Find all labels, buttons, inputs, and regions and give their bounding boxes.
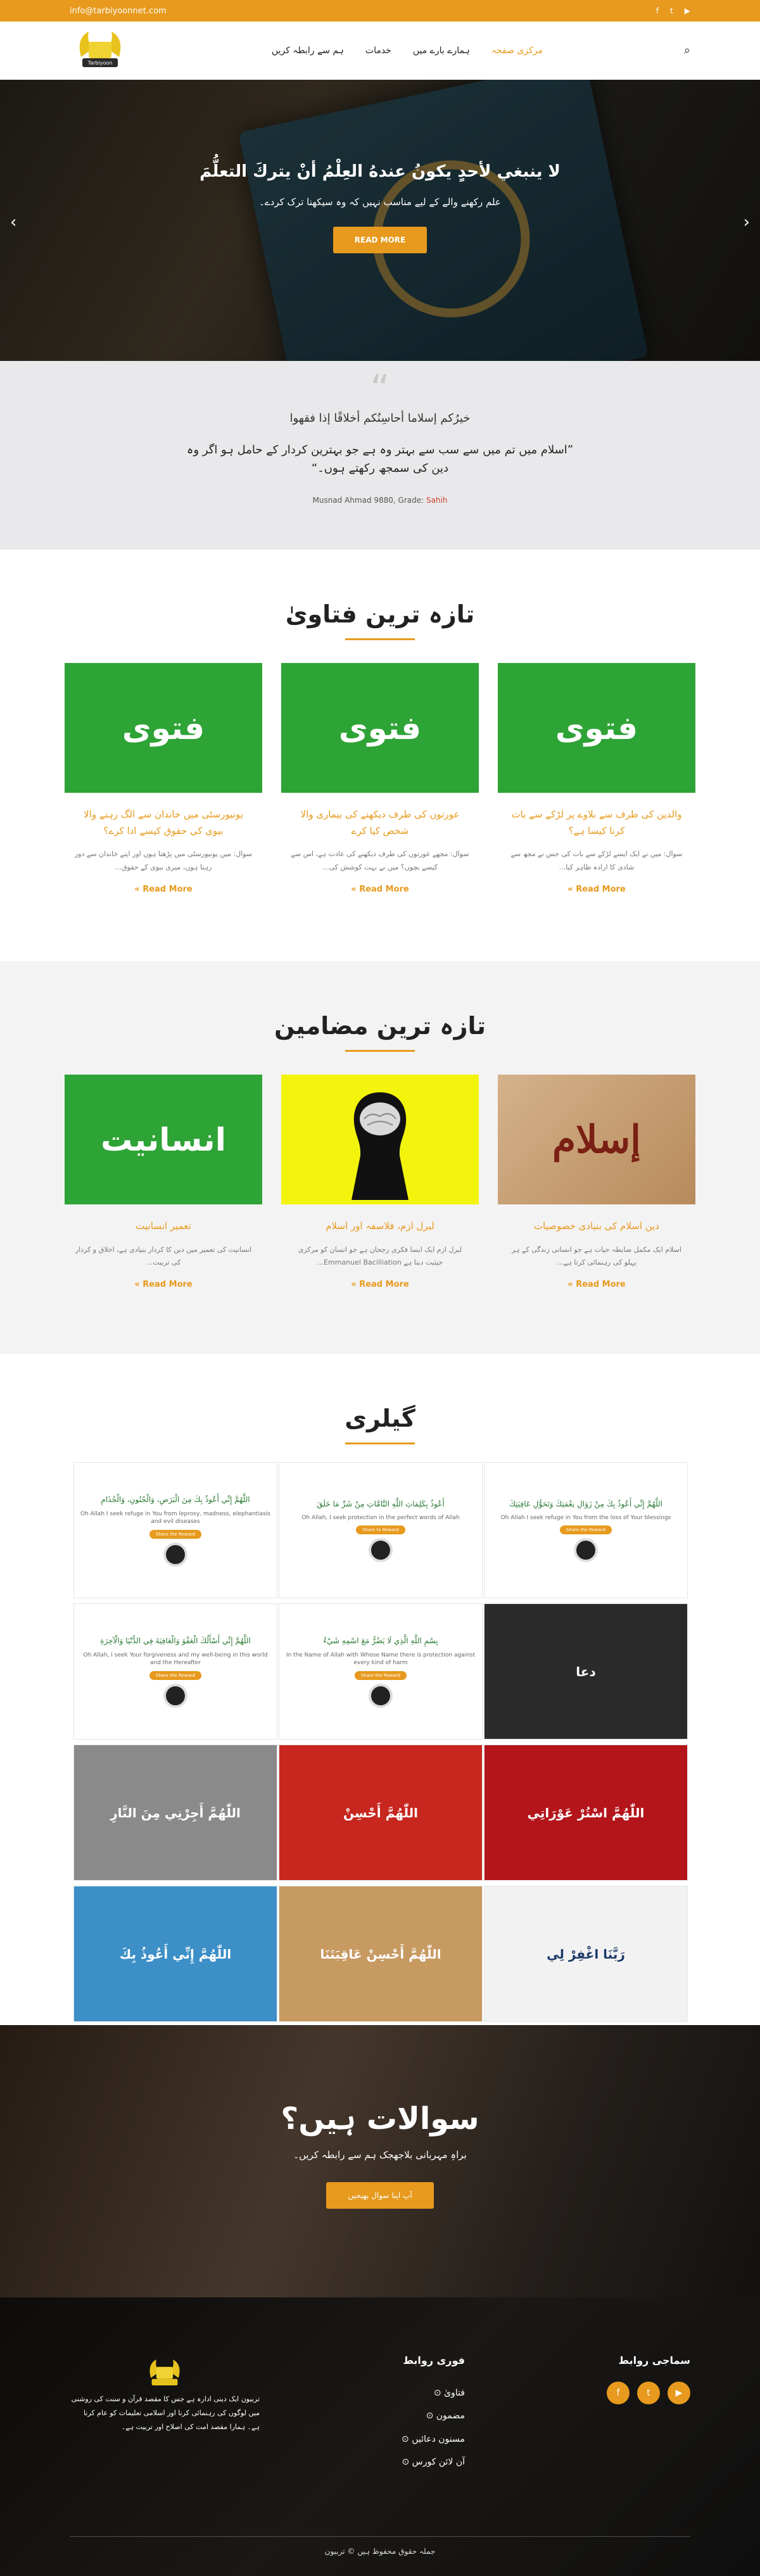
fatwa-image[interactable]: فتوی [281, 663, 479, 793]
dua-english: Oh Allah I seek refuge in You from the loss of Your blessings [500, 1514, 671, 1521]
latest-fatawa-section [0, 550, 760, 961]
gallery-image[interactable] [73, 1462, 277, 1598]
article-image[interactable] [281, 1075, 479, 1204]
slider-prev-icon[interactable]: ‹ [10, 213, 17, 232]
article-card [65, 1075, 262, 1289]
read-more-link[interactable]: Read More » [134, 1280, 193, 1290]
dua-arabic: اللَّهُمَّ إِنِّي أَعُوذُ بِكَ مِنَ الْبَرَصِ، وَالْجُنُونِ، وَالْجُذَامِ [101, 1495, 250, 1505]
share-reward-badge: Share the Reward [149, 1530, 201, 1539]
article-card-title[interactable]: تعمیر انسانیت [136, 1220, 191, 1232]
main-nav [130, 46, 684, 56]
gallery-image[interactable] [279, 1886, 483, 2022]
gallery-image[interactable] [73, 1603, 277, 1739]
poster-text: اللّٰهُمَّ أَجِرْنِي مِنَ النَّارِ [110, 1805, 241, 1821]
read-more-link[interactable]: Read More » [351, 884, 409, 894]
gallery-image[interactable] [484, 1603, 688, 1739]
logo[interactable] [70, 25, 130, 76]
mic-icon [163, 1684, 187, 1708]
article-card [281, 1075, 479, 1289]
dua-arabic: اللَّهُمَّ إِنِّي أَعُوذُ بِكَ مِنْ زَوَالِ نِعْمَتِكَ وَتَحَوُّلِ عَافِيَتِكَ [509, 1499, 662, 1508]
footer-link-duas[interactable]: مسنون دعائیں [412, 2434, 465, 2444]
fatwa-card [281, 663, 479, 894]
dua-english: Oh Allah, I seek Your forgiveness and my well-being in this world and the Hereafter [83, 1651, 268, 1667]
fatwa-image[interactable]: فتوی [498, 663, 695, 793]
fatwa-card [65, 663, 262, 894]
gallery-image[interactable] [73, 1886, 277, 2022]
facebook-icon[interactable]: f [607, 2382, 630, 2404]
footer-link-courses[interactable]: آن لائن کورس [412, 2457, 465, 2468]
footer-link-fatawa[interactable]: فتاویٰ [444, 2388, 465, 2398]
article-card-title[interactable]: دین اسلام کی بنیادی خصوصیات [533, 1220, 660, 1232]
dua-arabic: بِسْمِ اللَّهِ الَّذِي لَا يَضُرُّ مَعَ اسْمِهِ شَيْءٌ [323, 1636, 438, 1646]
youtube-icon[interactable]: ▶ [668, 2382, 690, 2404]
fatwa-card-title[interactable]: والدین کی طرف سے بلاوے پر لڑکے سے بات کرنا کیسا ہے؟ [511, 809, 682, 837]
gallery-image[interactable] [279, 1603, 483, 1739]
nav-home[interactable]: مرکزی صفحہ [491, 45, 543, 56]
read-more-link[interactable]: Read More » [134, 884, 193, 894]
mic-icon [574, 1538, 598, 1562]
hero-slider [0, 80, 760, 361]
gallery-image[interactable] [73, 1745, 277, 1881]
read-more-link[interactable]: Read More » [351, 1280, 409, 1290]
fatwa-card-title[interactable]: یونیورسٹی میں خاندان سے الگ رہنے والا بیوی کی حقوق کیسے ادا کرے؟ [84, 809, 243, 837]
footer-social [607, 2354, 690, 2474]
article-card-excerpt: اسلام ایک مکمل ضابطہ حیات ہے جو انسانی زندگی کے ہر پہلو کی رہنمائی کرتا ہے... [512, 1245, 681, 1267]
poster-text: رَبَّنَا اغْفِرْ لِي [547, 1946, 625, 1962]
article-image[interactable]: إسلام [498, 1075, 695, 1204]
latest-articles-section [0, 961, 760, 1354]
article-card-excerpt: لبرل ازم ایک ایسا فکری رجحان ہے جو انسان کو مرکزی حیثیت دیتا ہے Emmanuel Bacilliation... [298, 1245, 462, 1267]
fatwa-card-title[interactable]: عورتوں کی طرف دیکھنے کی بیماری والا شخص کیا کرے [300, 809, 460, 837]
svg-text:Tarbiyoon: Tarbiyoon [87, 60, 113, 66]
share-reward-badge: Share the Reward [355, 1671, 407, 1680]
hero-read-more-button[interactable]: READ MORE [333, 227, 427, 253]
read-more-link[interactable]: Read More » [567, 1280, 626, 1290]
gallery-image[interactable] [484, 1462, 688, 1598]
poster-text: اللّٰهُمَّ إِنِّي أَعُوذُ بِكَ [119, 1946, 232, 1962]
articles-title: تازہ ترین مضامین [274, 1012, 486, 1040]
top-social-links [656, 6, 690, 15]
article-card-excerpt: انسانیت کی تعمیر میں دین کا کردار بنیادی ہے، اخلاق و کردار کی تربیت... [75, 1245, 252, 1267]
gallery-image[interactable] [484, 1745, 688, 1881]
share-reward-badge: Share to Reward [356, 1525, 405, 1534]
dua-arabic: اللَّهُمَّ إِنِّي أَسْأَلُكَ الْعَفْوَ وَالْعَافِيَةَ فِي الدُّنْيَا وَالْآخِرَةِ [100, 1636, 251, 1646]
article-image[interactable]: انسانیت [65, 1075, 262, 1204]
poster-text: اللّٰهُمَّ اسْتُرْ عَوْرَاتِي [527, 1805, 645, 1821]
footer-about [70, 2354, 260, 2474]
hadith-arabic: خيرُكم إسلاما أحاسِنُكم أخلاقًا إذا فقهوا [289, 412, 471, 425]
fatawa-title: تازہ ترین فتاویٰ [285, 600, 475, 628]
youtube-icon[interactable]: ▶ [684, 6, 690, 15]
twitter-icon[interactable]: t [670, 6, 673, 15]
gallery-grid [72, 1462, 688, 2022]
head-silhouette-icon [332, 1080, 428, 1200]
fatwa-card-excerpt: سوال: میں یونیورسٹی میں پڑھتا ہوں اور اپنے خاندان سے دور رہتا ہوں، میری بیوی کے حقوق... [74, 850, 253, 871]
hero-title: لا ينبغي لأحدٍ يكونُ عندهُ العِلْمُ أنْ يتركَ التعلُّمَ [200, 162, 560, 181]
footer-links-title: فوری روابط [403, 2354, 465, 2366]
email-link[interactable]: info@tarbiyoonnet.com [70, 6, 167, 16]
dua-english: Oh Allah, I seek protection in the perfect words of Allah [301, 1514, 460, 1521]
poster-text: اللّٰهُمَّ أَحْسِنْ عَاقِبَتَنَا [320, 1946, 441, 1962]
poster-text: اللّٰهُمَّ أَحْسِنْ [343, 1805, 418, 1821]
article-card-title[interactable]: لبرل ازم، فلاسفہ اور اسلام [326, 1220, 434, 1232]
top-bar [0, 0, 760, 22]
hadith-quote [0, 361, 760, 550]
nav-services[interactable]: خدمات [365, 45, 391, 56]
hadith-urdu: ”اسلام میں تم میں سے سب سے بہتر وہ ہے جو بہترین کردار کے حامل ہو اگر وہ دین کی سمجھ رکھتے ہوں۔“ [186, 443, 574, 475]
twitter-icon[interactable]: t [637, 2382, 660, 2404]
share-reward-badge: Share the Reward [149, 1671, 201, 1680]
read-more-link[interactable]: Read More » [567, 884, 626, 894]
footer-quick-links: فوری روابط فتاویٰ ⊙ مضمون ⊙ مسنون دعائیں ⊙ آن لائن کورس ⊙ [402, 2354, 465, 2468]
gallery-title: گیلری [345, 1405, 415, 1432]
gallery-image[interactable] [484, 1886, 688, 2022]
mic-icon [163, 1543, 187, 1567]
gallery-image[interactable] [279, 1462, 483, 1598]
dua-english: In the Name of Allah with Whose Name there is protection against every kind of harm [286, 1651, 476, 1667]
gallery-section [0, 1354, 760, 2025]
copyright: جملہ حقوق محفوظ ہیں © تربیون [70, 2536, 690, 2556]
hadith-reference: Musnad Ahmad 9880, Grade: Sahih [312, 495, 448, 505]
fatwa-card [498, 663, 695, 894]
slider-next-icon[interactable]: › [743, 213, 750, 232]
send-question-button[interactable]: آپ اپنا سوال بھیجیں [326, 2182, 433, 2209]
quote-icon: “ [370, 367, 390, 411]
mic-icon [369, 1538, 393, 1562]
questions-subtitle: براہِ مہربانی بلاجھجک ہم سے رابطہ کریں۔ [293, 2149, 467, 2161]
fatwa-card-excerpt: سوال: مجھے عورتوں کی طرف دیکھنے کی عادت ہے، اس سے کیسے بچوں؟ میں نے بہت کوشش کی... [291, 850, 469, 871]
hero-subtitle: علم رکھنے والے کے لیے مناسب نہیں کہ وہ سیکھنا ترک کردے۔ [259, 196, 501, 208]
footer [0, 2297, 760, 2576]
facebook-icon[interactable]: f [656, 6, 659, 15]
dua-english: Oh Allah I seek refuge in You from leprosy, madness, elephantiasis and evil diseases [80, 1510, 270, 1525]
nav-contact[interactable]: ہم سے رابطہ کریں [271, 45, 344, 56]
header [0, 22, 760, 80]
questions-cta [0, 2025, 760, 2297]
footer-link-articles[interactable]: مضمون [436, 2411, 465, 2421]
dua-arabic: أَعُوذُ بِكَلِمَاتِ اللَّهِ التَّامَّاتِ مِنْ شَرِّ مَا خَلَقَ [317, 1499, 445, 1508]
questions-title: سوالات ہیں؟ [281, 2101, 479, 2137]
article-card [498, 1075, 695, 1289]
fatwa-card-excerpt: سوال: میں نے ایک ایسے لڑکے سے بات کی جس نے مجھ سے شادی کا ارادہ ظاہر کیا... [510, 850, 683, 871]
footer-social-title: سماجی روابط [618, 2354, 690, 2366]
mic-icon [369, 1684, 393, 1708]
poster-text: دعا [576, 1664, 596, 1679]
footer-logo [142, 2354, 187, 2392]
fatwa-image[interactable]: فتوی [65, 663, 262, 793]
nav-about[interactable]: ہمارے بارے میں [412, 45, 470, 56]
footer-about-text: تربیون ایک دینی ادارہ ہے جس کا مقصد قرآن و سنت کی روشنی میں لوگوں کی رہنمائی کرنا اور اسلامی تعلیمات کو عام کرنا ہے۔ ہمارا مقصد امت کی اصلاح اور تربیت ہے۔ [71, 2395, 260, 2431]
share-reward-badge: Share the Reward [560, 1525, 612, 1534]
gallery-image[interactable] [279, 1745, 483, 1881]
search-icon[interactable]: ⌕ [683, 44, 690, 57]
